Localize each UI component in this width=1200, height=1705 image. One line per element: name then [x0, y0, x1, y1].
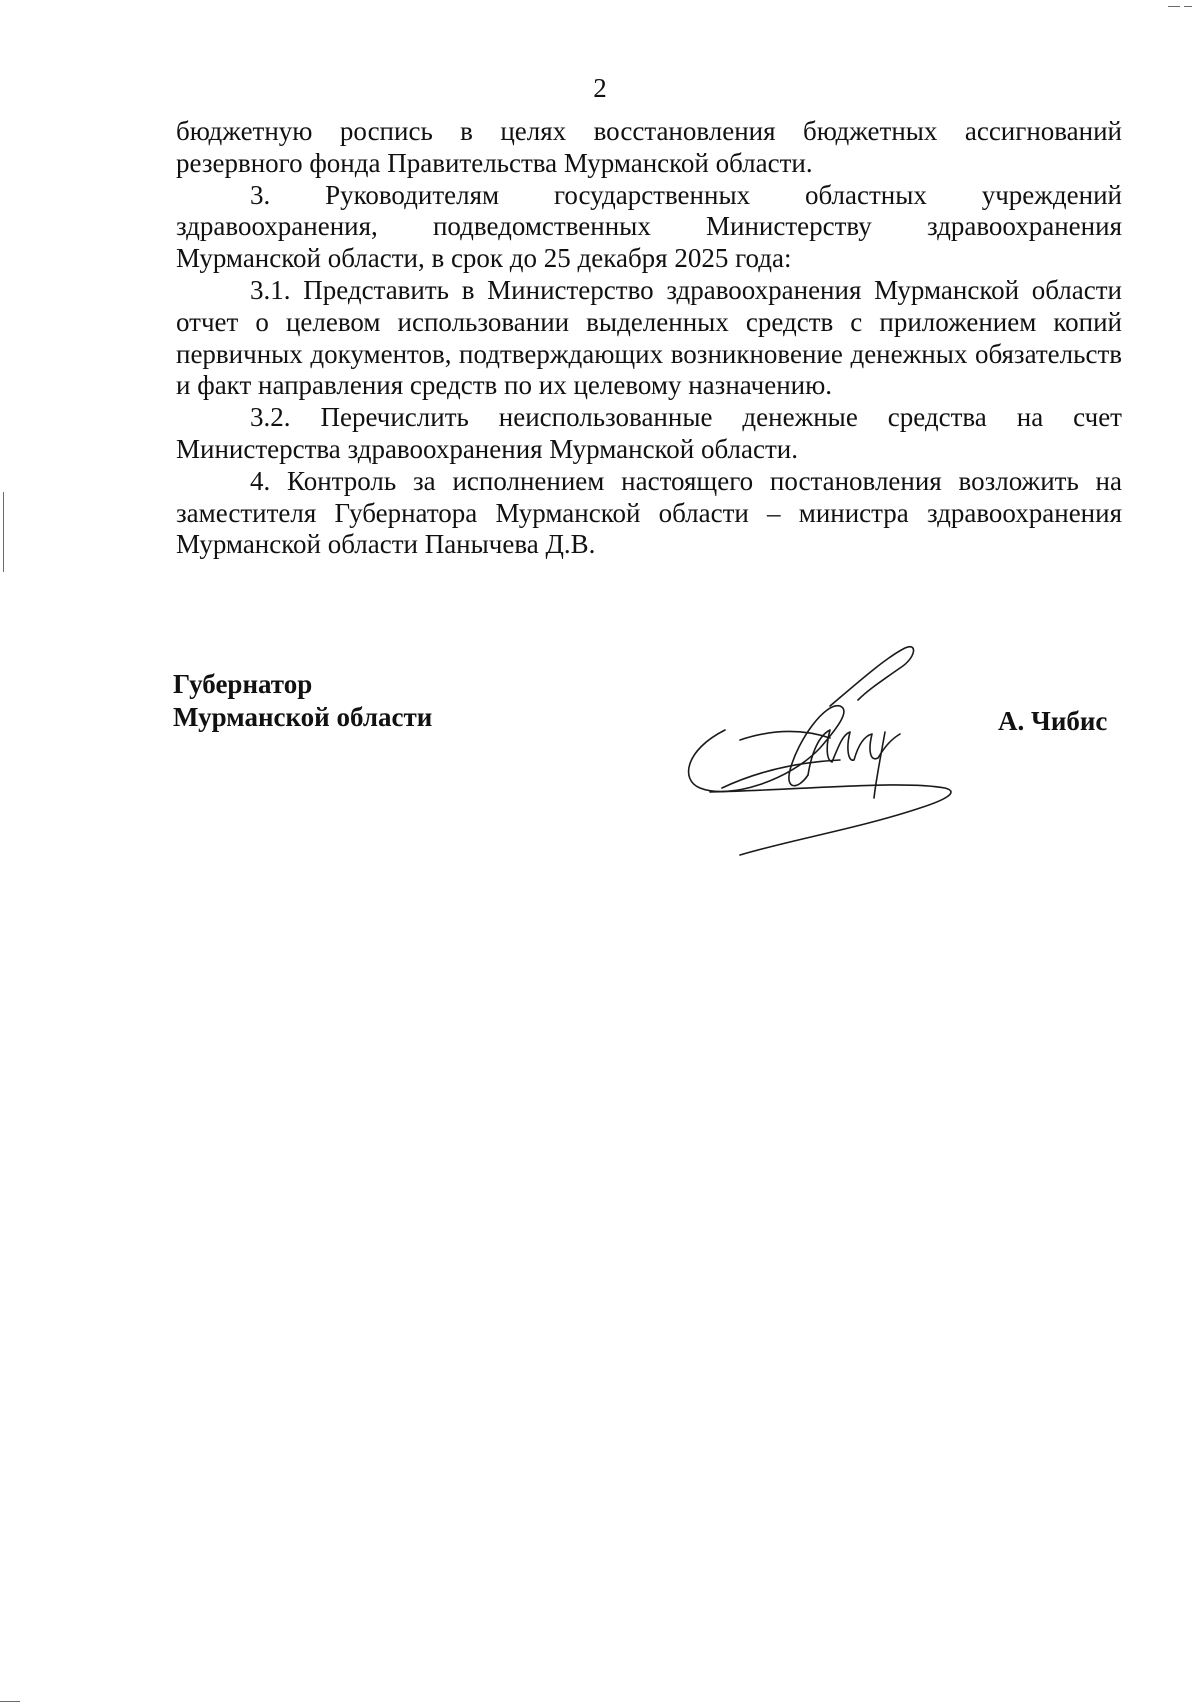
scan-edge-mark — [1168, 6, 1180, 7]
page-number: 2 — [593, 73, 607, 103]
paragraph-item-4: 4. Контроль за исполнением настоящего постановления возложить на заместителя Губернатора Мурманской области – министра здравоохранения Мурманской области Панычева Д.В. — [176, 465, 1122, 560]
paragraph-item-3-1: 3.1. Представить в Министерство здравоохранения Мурманской области отчет о целевом использовании выделенных средств с приложением копий первичных документов, подтверждающих возникновение денежных обязательств и факт направления средств по их целевому назначению. — [176, 274, 1122, 401]
signatory-title-line-2: Мурманской области — [173, 702, 433, 732]
scan-edge-mark — [1184, 6, 1192, 7]
paragraph-item-3: 3. Руководителям государственных областных учреждений здравоохранения, подведомственных Министерству здравоохранения Мурманской области, в срок до 25 декабря 2025 года: — [176, 179, 1122, 274]
handwritten-signature — [680, 630, 970, 860]
scan-edge-mark — [3, 492, 4, 572]
signatory-title-line-1: Губернатор — [173, 669, 313, 699]
signatory-title — [173, 668, 432, 734]
document-body — [176, 116, 1122, 561]
signatory-name: А. Чибис — [998, 706, 1108, 736]
paragraph-item-3-2: 3.2. Перечислить неиспользованные денежные средства на счет Министерства здравоохранения Мурманской области. — [176, 402, 1122, 464]
paragraph-continuation: бюджетную роспись в целях восстановления бюджетных ассигнований резервного фонда Правительства Мурманской области. — [176, 116, 1122, 178]
scan-edge-mark — [0, 1701, 20, 1702]
